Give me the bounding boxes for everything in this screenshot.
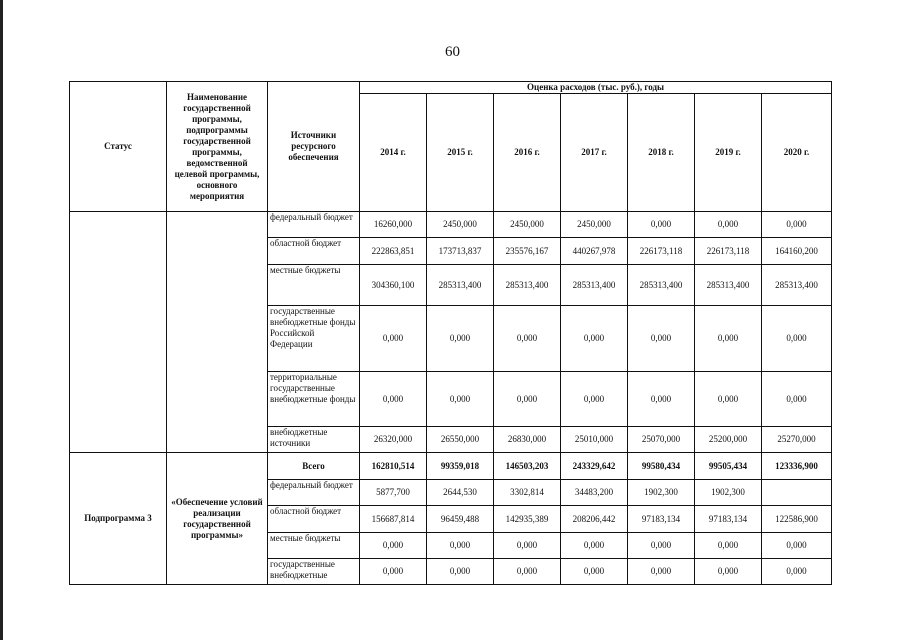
value-cell: 0,000 [695, 372, 762, 427]
value-cell: 3302,814 [494, 480, 561, 506]
name-cell-empty [167, 212, 268, 453]
value-cell: 0,000 [427, 559, 494, 585]
value-cell: 97183,134 [628, 506, 695, 533]
value-cell: 1902,300 [628, 480, 695, 506]
value-cell: 0,000 [628, 533, 695, 559]
source-label: федеральный бюджет [268, 212, 360, 238]
header-year: 2014 г. [360, 94, 427, 212]
value-cell: 0,000 [360, 559, 427, 585]
source-label: областной бюджет [268, 506, 360, 533]
value-cell: 26830,000 [494, 427, 561, 453]
header-sources: Источники ресурсного обеспечения [268, 82, 360, 212]
value-cell: 164160,200 [762, 238, 832, 265]
total-value-cell: 146503,203 [494, 453, 561, 480]
total-value-cell: 99359,018 [427, 453, 494, 480]
value-cell: 0,000 [762, 212, 832, 238]
value-cell: 226173,118 [695, 238, 762, 265]
value-cell [762, 480, 832, 506]
value-cell: 2450,000 [427, 212, 494, 238]
program-name-cell: «Обеспечение условий реализации государственной программы» [167, 453, 268, 585]
total-label: Всего [268, 453, 360, 480]
value-cell: 34483,200 [561, 480, 628, 506]
budget-table [69, 81, 832, 585]
value-cell: 156687,814 [360, 506, 427, 533]
value-cell: 0,000 [561, 306, 628, 372]
value-cell: 0,000 [427, 372, 494, 427]
value-cell: 16260,000 [360, 212, 427, 238]
value-cell: 0,000 [695, 533, 762, 559]
value-cell: 142935,389 [494, 506, 561, 533]
value-cell: 0,000 [427, 306, 494, 372]
header-row-top [70, 82, 832, 94]
value-cell: 0,000 [762, 533, 832, 559]
source-label: федеральный бюджет [268, 480, 360, 506]
value-cell: 0,000 [494, 533, 561, 559]
value-cell: 208206,442 [561, 506, 628, 533]
source-label: территориальные государственные внебюджетные фонды [268, 372, 360, 427]
value-cell: 0,000 [628, 372, 695, 427]
header-year: 2020 г. [762, 94, 832, 212]
value-cell: 1902,300 [695, 480, 762, 506]
header-year: 2016 г. [494, 94, 561, 212]
total-value-cell: 243329,642 [561, 453, 628, 480]
status-cell: Подпрограмма 3 [70, 453, 167, 585]
total-value-cell: 162810,514 [360, 453, 427, 480]
total-value-cell: 99580,434 [628, 453, 695, 480]
value-cell: 285313,400 [494, 265, 561, 306]
value-cell: 0,000 [762, 306, 832, 372]
value-cell: 122586,900 [762, 506, 832, 533]
value-cell: 2450,000 [494, 212, 561, 238]
header-estimate: Оценка расходов (тыс. руб.), годы [360, 82, 832, 94]
header-year: 2015 г. [427, 94, 494, 212]
value-cell: 0,000 [561, 559, 628, 585]
status-cell-empty [70, 212, 167, 453]
value-cell: 0,000 [561, 372, 628, 427]
header-year: 2018 г. [628, 94, 695, 212]
header-year: 2019 г. [695, 94, 762, 212]
header-name: Наименование государственной программы, подпрограммы государственной программы, ведомственной целевой программы, основного мероприятия [167, 82, 268, 212]
value-cell: 0,000 [695, 559, 762, 585]
value-cell: 285313,400 [695, 265, 762, 306]
table-row [70, 212, 832, 238]
value-cell: 97183,134 [695, 506, 762, 533]
value-cell: 25200,000 [695, 427, 762, 453]
value-cell: 96459,488 [427, 506, 494, 533]
value-cell: 26320,000 [360, 427, 427, 453]
value-cell: 25010,000 [561, 427, 628, 453]
header-year: 2017 г. [561, 94, 628, 212]
source-label: местные бюджеты [268, 533, 360, 559]
value-cell: 0,000 [494, 372, 561, 427]
value-cell: 5877,700 [360, 480, 427, 506]
value-cell: 0,000 [494, 559, 561, 585]
value-cell: 0,000 [360, 372, 427, 427]
value-cell: 25070,000 [628, 427, 695, 453]
value-cell: 0,000 [427, 533, 494, 559]
value-cell: 26550,000 [427, 427, 494, 453]
value-cell: 0,000 [360, 306, 427, 372]
value-cell: 0,000 [628, 306, 695, 372]
value-cell: 0,000 [628, 212, 695, 238]
header-status: Статус [70, 82, 167, 212]
value-cell: 304360,100 [360, 265, 427, 306]
table-row-total [70, 453, 832, 480]
page-edge-line [0, 0, 3, 640]
value-cell: 0,000 [695, 212, 762, 238]
source-label: внебюджетные источники [268, 427, 360, 453]
source-label: областной бюджет [268, 238, 360, 265]
value-cell: 235576,167 [494, 238, 561, 265]
value-cell: 173713,837 [427, 238, 494, 265]
source-label: государственные внебюджетные [268, 559, 360, 585]
value-cell: 440267,978 [561, 238, 628, 265]
value-cell: 0,000 [628, 559, 695, 585]
value-cell: 0,000 [762, 372, 832, 427]
value-cell: 285313,400 [561, 265, 628, 306]
value-cell: 0,000 [494, 306, 561, 372]
value-cell: 0,000 [762, 559, 832, 585]
total-value-cell: 123336,900 [762, 453, 832, 480]
value-cell: 2450,000 [561, 212, 628, 238]
source-label: государственные внебюджетные фонды Российской Федерации [268, 306, 360, 372]
value-cell: 2644,530 [427, 480, 494, 506]
value-cell: 285313,400 [628, 265, 695, 306]
total-value-cell: 99505,434 [695, 453, 762, 480]
value-cell: 0,000 [360, 533, 427, 559]
value-cell: 285313,400 [427, 265, 494, 306]
value-cell: 25270,000 [762, 427, 832, 453]
page-number: 60 [445, 44, 460, 60]
value-cell: 226173,118 [628, 238, 695, 265]
value-cell: 0,000 [561, 533, 628, 559]
source-label: местные бюджеты [268, 265, 360, 306]
value-cell: 222863,851 [360, 238, 427, 265]
value-cell: 0,000 [695, 306, 762, 372]
value-cell: 285313,400 [762, 265, 832, 306]
